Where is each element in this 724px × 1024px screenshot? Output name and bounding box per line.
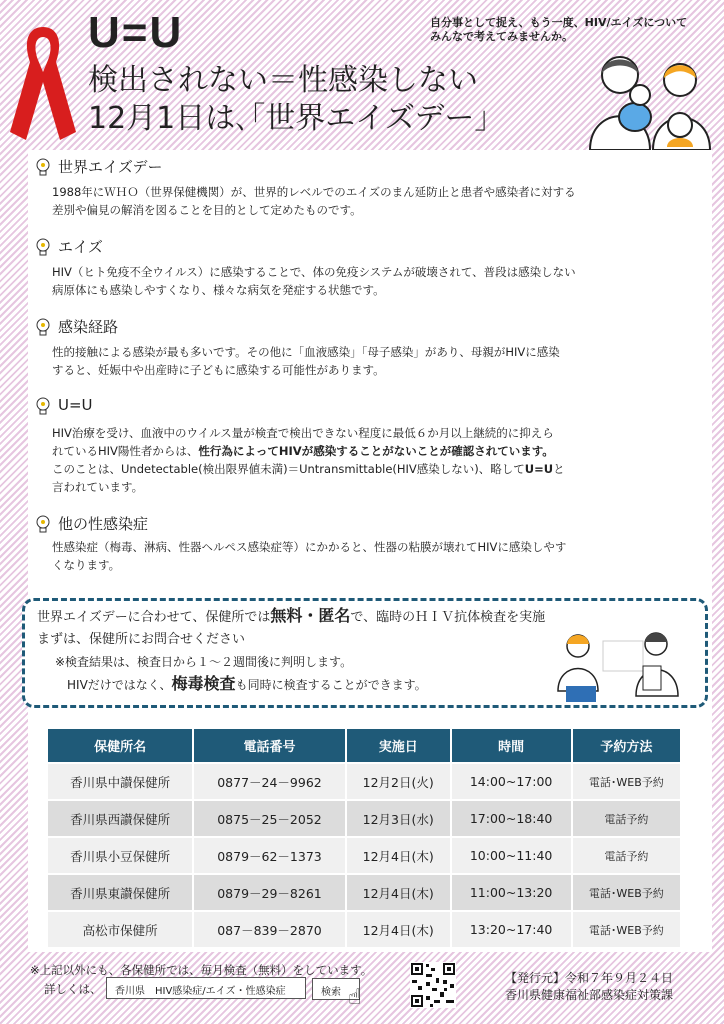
lightbulb-icon (34, 512, 52, 534)
section-body: 性感染症（梅毒、淋病、性器ヘルペス感染症等）にかかると、性器の粘膜が壊れてHIVに感染しやす くなります。 (52, 540, 567, 572)
table-cell: 電話･WEB予約 (573, 764, 680, 799)
section-body: HIV治療を受け、血液中のウイルス量が検査で検出できない程度に最低６か月以上継続的に抑えら れているHIV陽性者からは、性行為によってHIVが感染することがないことが確認されています。 このことは、Undetectable(検出限界値未満)＝Untransmittable(HIV感染しない)、略してU=Uと 言われています。 (52, 426, 565, 494)
table-cell: 12月4日(木) (347, 912, 452, 947)
table-cell: 10:00~11:40 (452, 838, 573, 873)
search-button: 検索 (312, 978, 360, 1000)
subtitle: 検出されない＝性感染しない 12月1日は､｢世界エイズデー｣ (88, 63, 490, 136)
section-heading: 感染経路 (34, 315, 118, 337)
table-cell: 香川県小豆保健所 (48, 838, 194, 873)
table-cell: 14:00~17:00 (452, 764, 573, 799)
lightbulb-icon (34, 155, 52, 177)
red-ribbon-icon (8, 22, 78, 147)
table-cell: 0875－25－2052 (194, 801, 347, 836)
table-cell: 13:20~17:40 (452, 912, 573, 947)
section-body: 性的接触による感染が最も多いです。その他に「血液感染」「母子感染」があり、母親がHIVに感染 すると、妊娠中や出産時に子どもに感染する可能性があります。 (52, 345, 560, 377)
family-illustration (585, 45, 715, 150)
table-cell: 0879－62－1373 (194, 838, 347, 873)
section-body: HIV（ヒト免疫不全ウイルス）に感染することで、体の免疫システムが破壊されて、普段は感染しない 病原体にも感染しやすくなり、様々な病気を発症する状態です。 (52, 265, 576, 297)
table-cell: 12月4日(木) (347, 875, 452, 910)
testing-notice-box: 世界エイズデーに合わせて、保健所では無料・匿名で、臨時のＨＩＶ抗体検査を実施 まずは、保健所にお問合せください ※検査結果は、検査日から１～２週間後に判明します。 HIVだけではなく、梅毒検査も同時に検査することができます。 (22, 598, 708, 708)
details-label: 詳しくは、 (44, 982, 102, 996)
table-cell: 12月2日(火) (347, 764, 452, 799)
tagline: 自分事として捉え、もう一度、HIV/エイズについて みんなで考えてみませんか。 (430, 16, 688, 43)
lightbulb-icon (34, 235, 52, 257)
lightbulb-icon (34, 394, 52, 416)
table-cell: 087－839－2870 (194, 912, 347, 947)
footer-note: ※上記以外にも、各保健所では、毎月検査（無料）をしています。 (30, 963, 373, 977)
section-heading: 世界エイズデー (34, 155, 163, 177)
search-keyword-box: 香川県 HIV感染症/エイズ・性感染症 (106, 977, 306, 999)
lightbulb-icon (34, 315, 52, 337)
section-heading: U=U (34, 394, 93, 416)
table-cell: 電話予約 (573, 801, 680, 836)
qr-code[interactable] (410, 962, 456, 1008)
table-cell: 香川県西讃保健所 (48, 801, 194, 836)
table-cell: 0877－24－9962 (194, 764, 347, 799)
table-cell: 香川県中讃保健所 (48, 764, 194, 799)
table-row (48, 912, 680, 947)
page-title: U=U (88, 8, 184, 57)
testing-schedule-table (48, 727, 680, 949)
table-cell: 11:00~13:20 (452, 875, 573, 910)
column-header: 保健所名 (48, 729, 194, 762)
table-cell: 電話･WEB予約 (573, 912, 680, 947)
column-header: 電話番号 (194, 729, 347, 762)
table-cell: 12月3日(水) (347, 801, 452, 836)
section-heading: エイズ (34, 235, 103, 257)
table-cell: 17:00~18:40 (452, 801, 573, 836)
table-cell: 12月4日(木) (347, 838, 452, 873)
table-cell: 電話予約 (573, 838, 680, 873)
section-heading: 他の性感染症 (34, 512, 148, 534)
table-row (48, 764, 680, 799)
table-cell: 香川県東讃保健所 (48, 875, 194, 910)
section-body: 1988年にＷＨＯ（世界保健機関）が、世界的レベルでのエイズのまん延防止と患者や感染者に対する 差別や偏見の解消を図ることを目的として定めたものです。 (52, 185, 576, 217)
doctor-consultation-illustration (548, 626, 698, 706)
table-row (48, 838, 680, 873)
column-header: 時間 (452, 729, 573, 762)
table-cell: 0879－29－8261 (194, 875, 347, 910)
table-row (48, 801, 680, 836)
table-cell: 電話･WEB予約 (573, 875, 680, 910)
table-row (48, 875, 680, 910)
column-header: 実施日 (347, 729, 452, 762)
pointing-hand-icon: ☝ (348, 985, 362, 1010)
publisher-info: 【発行元】令和７年９月２４日 香川県健康福祉部感染症対策課 (505, 971, 674, 1002)
table-cell: 高松市保健所 (48, 912, 194, 947)
column-header: 予約方法 (573, 729, 680, 762)
